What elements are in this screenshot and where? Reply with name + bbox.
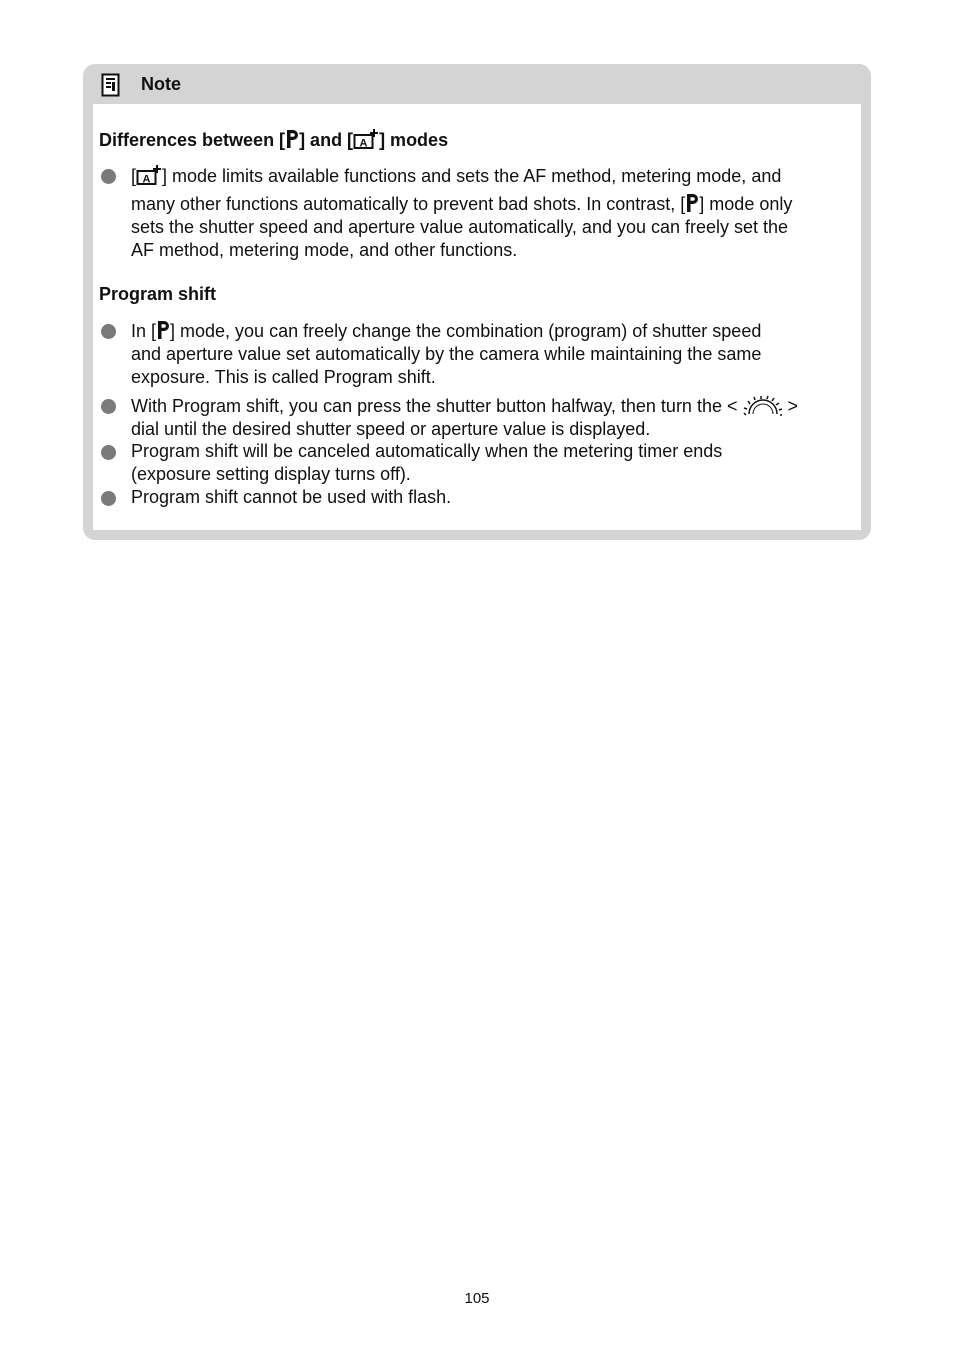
bullet-dot <box>101 445 116 460</box>
bullet-dot <box>101 399 116 414</box>
note-box <box>83 64 871 540</box>
main-dial-icon <box>743 394 783 416</box>
note-icon <box>101 73 121 97</box>
svg-text:A: A <box>359 137 368 150</box>
program-mode-icon <box>685 192 699 214</box>
page-number: 105 <box>464 1290 490 1307</box>
scene-intelligent-auto-icon <box>136 164 162 186</box>
program-mode-icon <box>285 128 299 150</box>
note-header <box>83 64 871 104</box>
note-body: Differences between [ ] and [ A ] modes [ A ] mode limits available functions and sets the AF method, metering mode, and many other functions automatically to prevent bad shots. In contrast, [ ] mode only sets the shutter speed and aperture value automatically, and you can freely set the AF method, metering mode, and other functions. Program shift In [ ] mode, you can freely change the combination (program) of shutter speed and aperture value set automatically by the camera while maintaining the same exposure. This is called Program shift. With Program shift, you can press the shutter button halfway, then turn the < > dial until the desired shutter speed or aperture value is displayed. Program shift will be canceled automatically when the metering timer ends (exposure setting display turns off). Program shift cannot be used with flash. <box>93 104 861 530</box>
section-heading-differences: Differences between [ ] and [ A ] modes <box>99 130 449 150</box>
bullet-dot <box>101 324 116 339</box>
svg-text:A: A <box>142 173 151 186</box>
program-mode-icon <box>156 319 170 341</box>
note-title: Note <box>141 74 181 94</box>
bullet-dot <box>101 491 116 506</box>
scene-intelligent-auto-icon <box>353 128 379 150</box>
bullet-dot <box>101 169 116 184</box>
section-heading-program-shift: Program shift <box>99 284 217 304</box>
